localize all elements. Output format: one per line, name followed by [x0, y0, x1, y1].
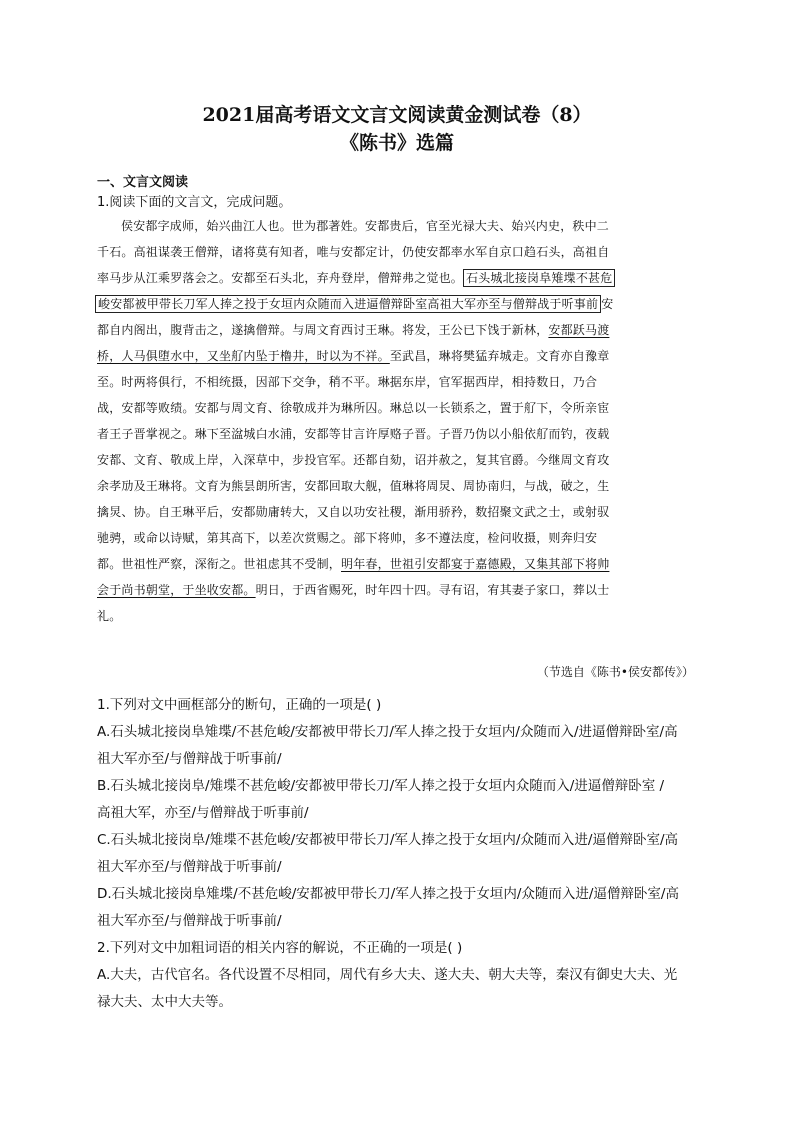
option-b-line: B.石头城北接岗阜/雉堞不甚危峻/安都被甲带长刀/军人捧之投于女垣内众随而入/进逼僧辩卧室 /	[97, 778, 665, 794]
passage-line: 都自内阁出，腹背击之，遂擒僧辩。与周文育西讨王琳。将发，王公已下饯于新林，安都跃马渡	[97, 323, 610, 337]
passage-line: 驰骋，或命以诗赋，第其高下，以差次赏赐之。部下将帅，多不遵法度，检问收摄，则奔归安	[97, 531, 598, 545]
passage-line: 侯安都字成师，始兴曲江人也。世为郡著姓。安都贵后，官至光禄大夫、始兴内史，秩中二	[121, 219, 610, 233]
passage-line: 安都、文育、敬成上岸，入深草中，步投官军。还都自劾，诏并赦之，复其官爵。今继周文育攻	[97, 453, 610, 467]
passage-line: 峻安都被甲带长刀军人捧之投于女垣内众随而入进逼僧辩卧室高祖大军亦至与僧辩战于听事前 安	[95, 291, 613, 317]
passage-line: 率马步从江乘罗落会之。安都至石头北，弃舟登岸，僧辩弗之觉也。 石头城北接岗阜雉堞不甚危	[97, 265, 615, 291]
page-title: 2021届高考语文文言文阅读黄金测试卷（8）	[202, 104, 592, 126]
passage-line: 会于尚书朝堂，于坐收安都。明日，于西省赐死，时年四十四。寻有诏，宥其妻子家口，葬以士	[97, 583, 610, 597]
passage-line: 余孝劢及王琳将。文育为熊昙朗所害，安都回取大舰，值琳将周炅、周协南归，与战，破之，生	[97, 479, 610, 493]
option-a-line: A.石头城北接岗阜雉堞/不甚危峻/安都被甲带长刀/军人捧之投于女垣内/众随而入/进逼僧辩卧室/高	[97, 724, 678, 740]
underlined-text: 桥，人马俱堕水中，又坐䑠内坠于橹井，时以为不祥。	[97, 349, 390, 363]
page-subtitle: 《陈书》选篇	[339, 132, 454, 154]
option-b-line: 高祖大军，亦至/与僧辩战于听事前/	[97, 805, 309, 821]
passage-line: 礼。	[97, 609, 122, 623]
underlined-text: 安都跃马渡	[548, 323, 610, 337]
option-c-line: C.石头城北接岗阜/雉堞不甚危峻/安都被甲带长刀/军人捧之投于女垣内/众随而入进/逼僧辩卧室/高	[97, 832, 679, 848]
passage-line: 战，安都等败绩。安都与周文育、徐敬成并为琳所囚。琳总以一长锁系之，置于䑠下，令所亲宦	[97, 401, 610, 415]
underlined-text: 明年春，世祖引安都宴于嘉德殿，又集其部下将帅	[341, 557, 610, 571]
passage-line: 擒炅、协。自王琳平后，安都勋庸转大，又自以功安社稷，渐用骄矜，数招聚文武之士，或射驭	[97, 505, 610, 519]
boxed-text: 石头城北接岗阜雉堞不甚危	[463, 269, 615, 287]
option-a-line: 祖大军亦至/与僧辩战于听事前/	[97, 751, 282, 767]
question-2-stem: 2.下列对文中加粗词语的相关内容的解说，不正确的一项是( )	[97, 940, 463, 956]
section-heading: 一、文言文阅读	[97, 175, 189, 190]
boxed-text: 峻安都被甲带长刀军人捧之投于女垣内众随而入进逼僧辩卧室高祖大军亦至与僧辩战于听事前	[95, 295, 601, 313]
instruction-text: 1.阅读下面的文言文，完成问题。	[97, 195, 292, 210]
passage-line: 者王子晋掌视之。琳下至湓城白水浦，安都等甘言许厚赂子晋。子晋乃伪以小船依䑠而钓，夜载	[97, 427, 610, 441]
option-d-line: 祖大军亦至/与僧辩战于听事前/	[97, 913, 282, 929]
option-d-line: D.石头城北接岗阜雉堞/不甚危峻/安都被甲带长刀/军人捧之投于女垣内/众随而入进/逼僧辩卧室/高	[97, 886, 679, 902]
option-a-line: 禄大夫、太中大夫等。	[97, 994, 232, 1010]
passage-line: 桥，人马俱堕水中，又坐䑠内坠于橹井，时以为不祥。至武昌，琳将樊猛弃城走。文育亦自豫章	[97, 349, 610, 363]
option-c-line: 祖大军亦至/与僧辩战于听事前/	[97, 859, 282, 875]
passage-line: 都。世祖性严察，深衔之。世祖虑其不受制，明年春，世祖引安都宴于嘉德殿，又集其部下将帅	[97, 557, 610, 571]
question-1-stem: 1.下列对文中画框部分的断句，正确的一项是( )	[97, 697, 382, 713]
option-a-line: A.大夫，古代官名。各代设置不尽相同，周代有乡大夫、遂大夫、朝大夫等，秦汉有御史大夫、光	[97, 967, 678, 983]
underlined-text: 会于尚书朝堂，于坐收安都。	[97, 583, 256, 597]
passage-source: （节选自《陈书•侯安都传》）	[536, 665, 694, 679]
passage-line: 千石。高祖谋袭王僧辩，诸将莫有知者，唯与安都定计，仍使安都率水军自京口趋石头，高祖自	[97, 245, 610, 259]
passage-line: 至。时两将俱行，不相统摄，因部下交争，稍不平。琳据东岸，官军据西岸，相持数日，乃合	[97, 375, 598, 389]
